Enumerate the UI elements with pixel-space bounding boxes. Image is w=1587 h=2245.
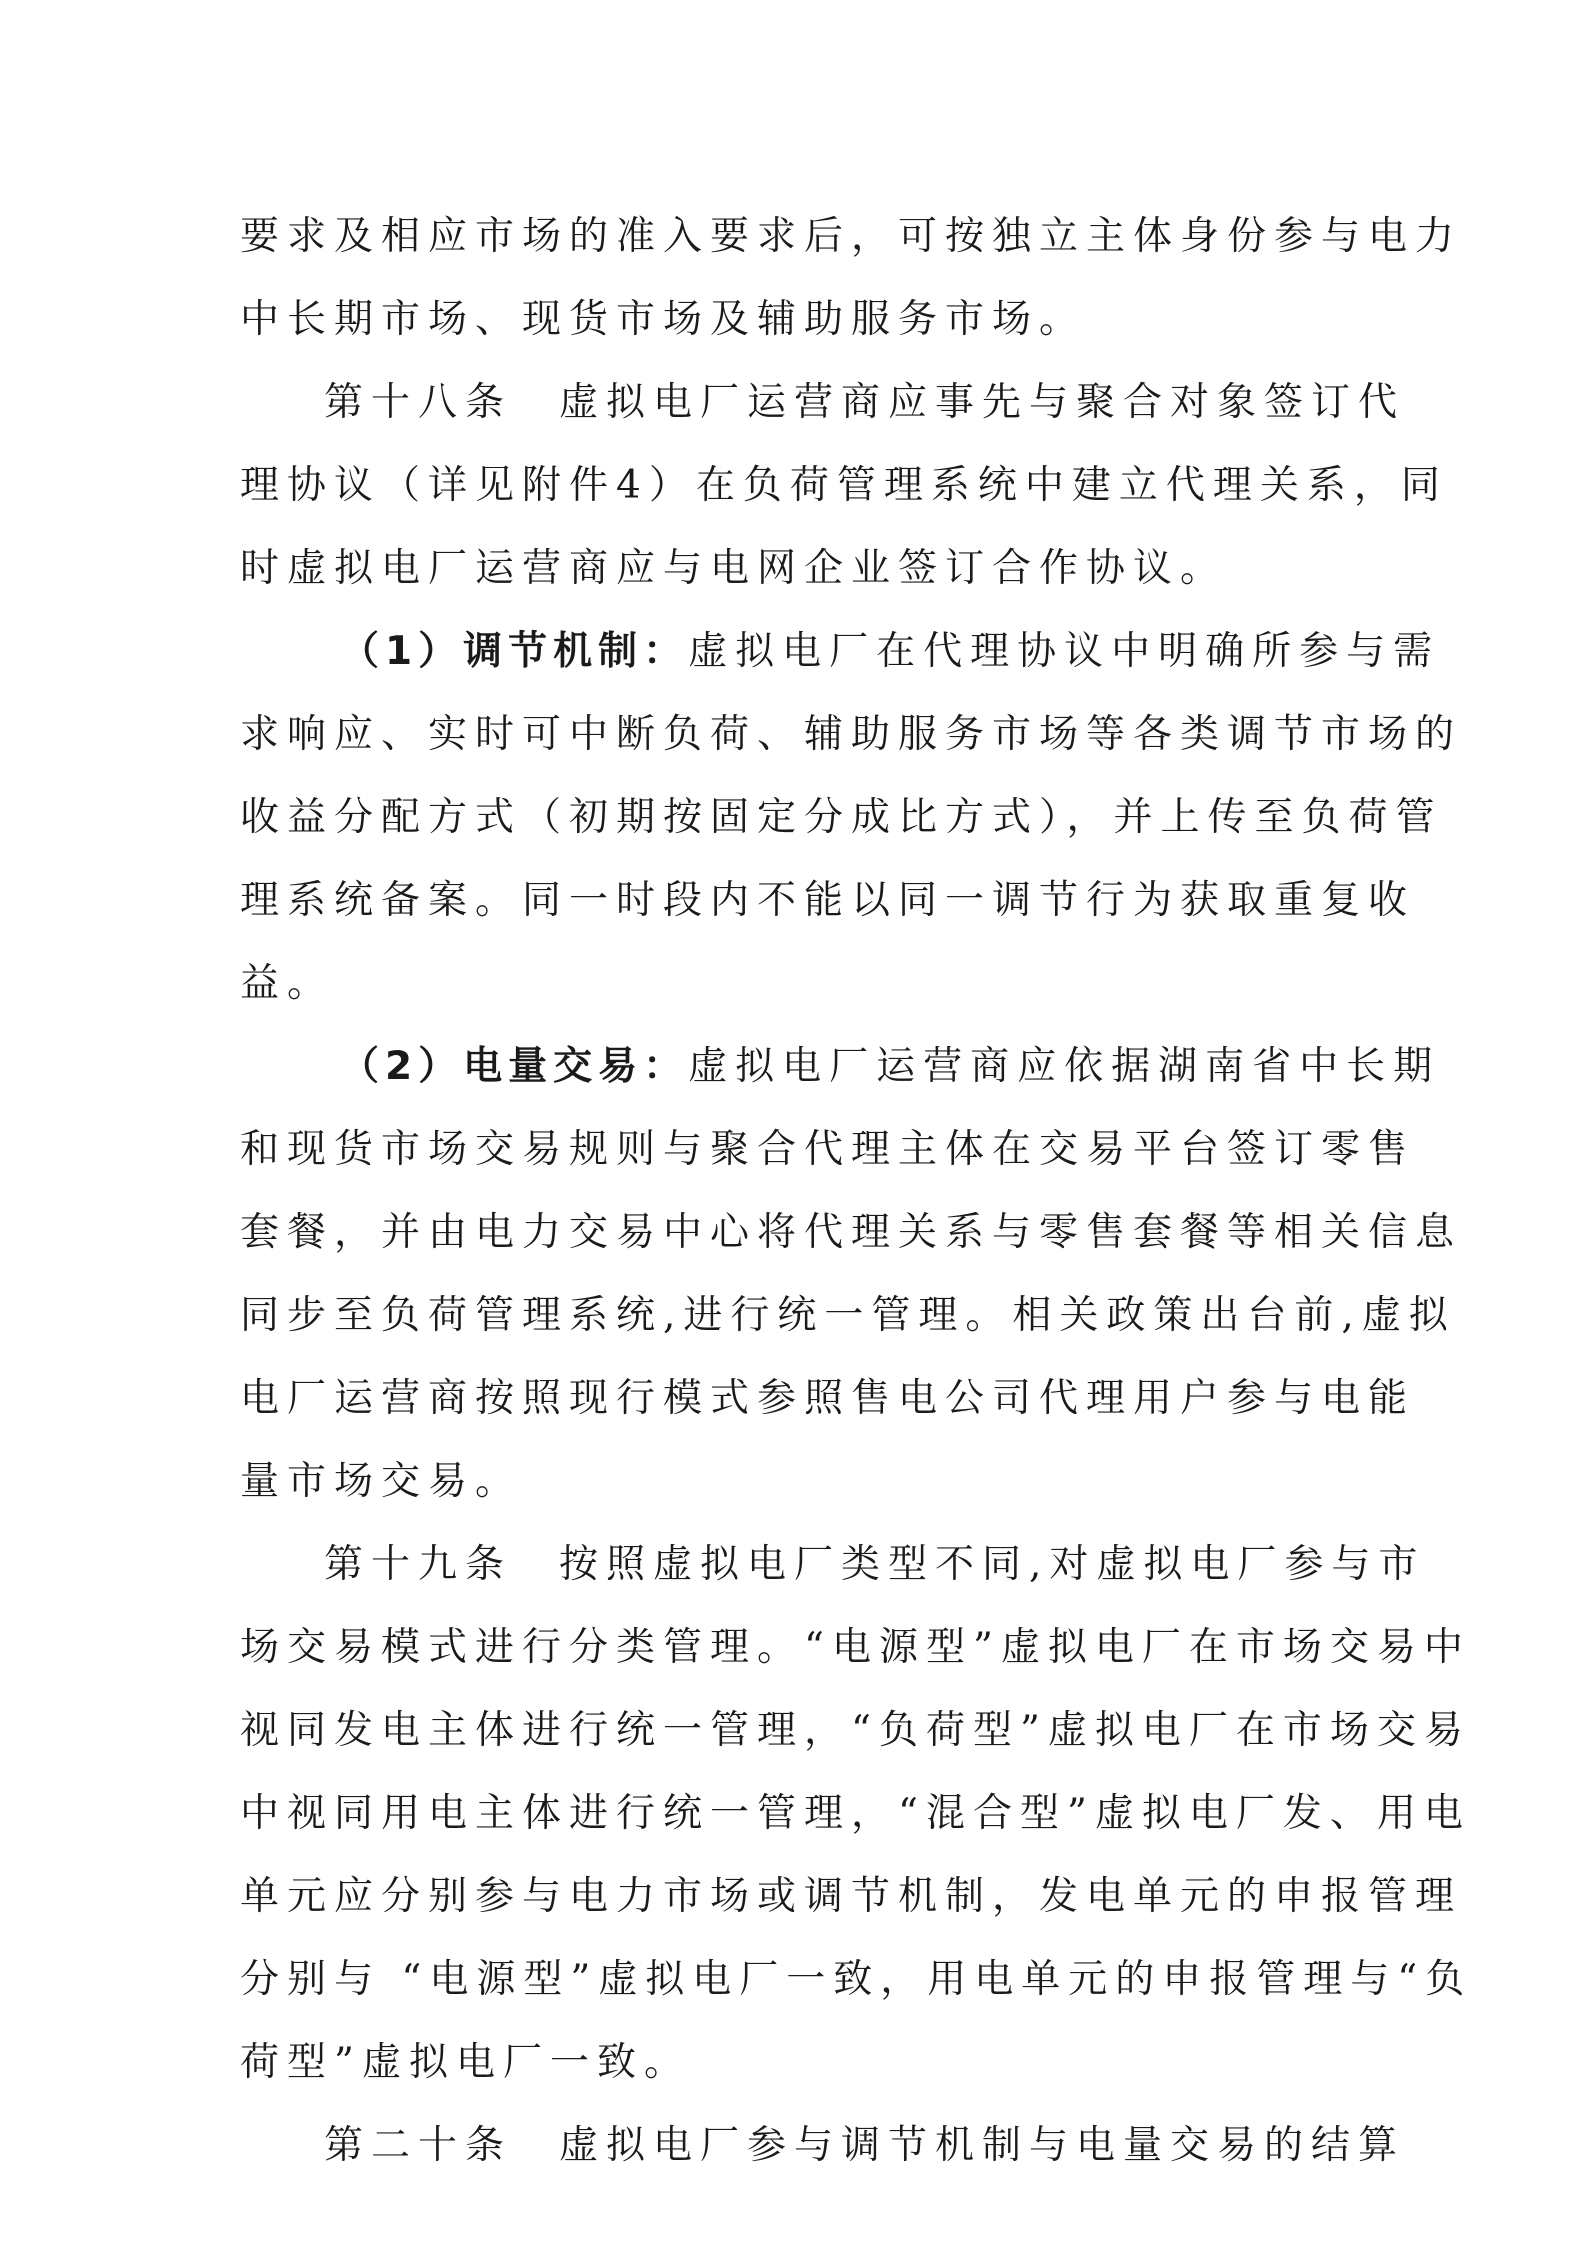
text-line: 和现货市场交易规则与聚合代理主体在交易平台签订零售 <box>240 1127 1416 1172</box>
text-line: 中长期市场、现货市场及辅助服务市场。 <box>240 297 1087 342</box>
text-line: 理系统备案。同一时段内不能以同一调节行为获取重复收 <box>240 878 1416 923</box>
text-line: 时虚拟电厂运营商应与电网企业签订合作协议。 <box>240 546 1228 591</box>
text-line: 套餐，并由电力交易中心将代理关系与零售套餐等相关信息 <box>240 1210 1463 1255</box>
article-18-line: 第十八条 虚拟电厂运营商应事先与聚合对象签订代 <box>324 380 1406 425</box>
item-1-text: 虚拟电厂在代理协议中明确所参与需 <box>688 629 1441 674</box>
text-line: 理协议（详见附件4）在负荷管理系统中建立代理关系，同 <box>240 463 1448 508</box>
text-line: 中视同用电主体进行统一管理，“混合型”虚拟电厂发、用电 <box>240 1791 1471 1836</box>
text-line: 场交易模式进行分类管理。“电源型”虚拟电厂在市场交易中 <box>240 1625 1471 1670</box>
text-line: 同步至负荷管理系统,进行统一管理。相关政策出台前,虚拟 <box>240 1293 1456 1338</box>
text-line: 求响应、实时可中断负荷、辅助服务市场等各类调节市场的 <box>240 712 1463 757</box>
text-line: 分别与 “电源型”虚拟电厂一致，用电单元的申报管理与“负 <box>240 1957 1473 2002</box>
text-line: 量市场交易。 <box>240 1459 523 1504</box>
article-19-line: 第十九条 按照虚拟电厂类型不同,对虚拟电厂参与市 <box>324 1542 1426 1587</box>
text-line: 视同发电主体进行统一管理，“负荷型”虚拟电厂在市场交易 <box>240 1708 1471 1753</box>
item-2-line <box>240 1025 1441 1108</box>
text-line: 要求及相应市场的准入要求后，可按独立主体身份参与电力 <box>240 214 1463 259</box>
text-line: 单元应分别参与电力市场或调节机制，发电单元的申报管理 <box>240 1874 1463 1919</box>
article-20-line: 第二十条 虚拟电厂参与调节机制与电量交易的结算 <box>324 2123 1406 2168</box>
text-line: 益。 <box>240 961 335 1006</box>
item-2-text: 虚拟电厂运营商应依据湖南省中长期 <box>688 1044 1441 1089</box>
item-1-line <box>240 610 1441 693</box>
item-2-heading: （2）电量交易： <box>340 1044 689 1089</box>
text-line: 收益分配方式（初期按固定分成比方式），并上传至负荷管 <box>240 795 1443 840</box>
document-body <box>240 195 1473 2187</box>
item-1-heading: （1）调节机制： <box>340 629 689 674</box>
text-line: 电厂运营商按照现行模式参照售电公司代理用户参与电能 <box>240 1376 1416 1421</box>
text-line: 荷型”虚拟电厂一致。 <box>240 2040 691 2085</box>
